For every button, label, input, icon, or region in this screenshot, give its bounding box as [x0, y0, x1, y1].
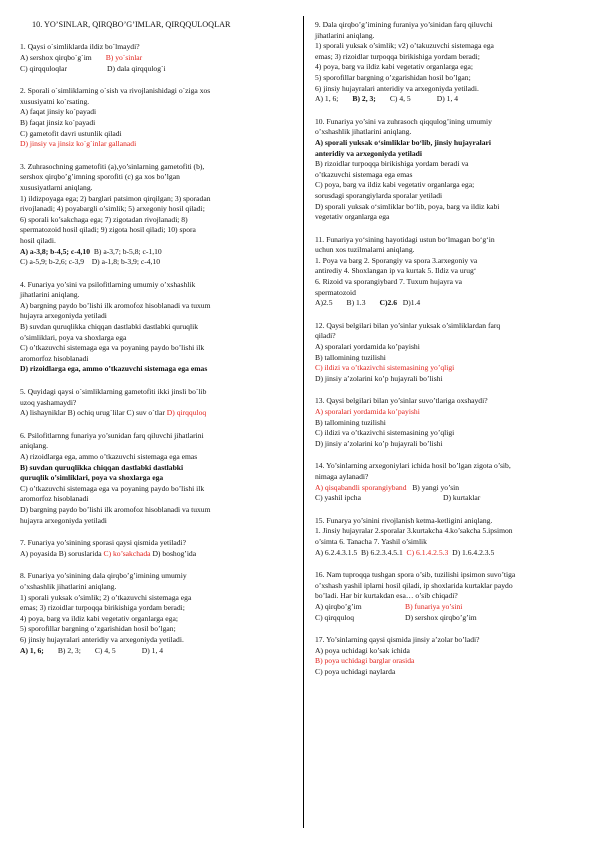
question-text: 8. Funariya yo’sinining dala qirqbo’g’imining umumiy [20, 571, 187, 581]
question-text: 16. Nam tuproqqa tushgan spora o’sib, tuzilishi ipsimon suvo’tiga [315, 570, 516, 580]
question-text: 1. Qaysi o`simliklarda ildiz bo`lmaydi? [20, 42, 140, 52]
option-d: hujayra arxegoniyda yetiladi [20, 515, 107, 525]
question-text: 1. Poya va barg 2. Sporangiy va spora 3.arxegoniy va [315, 255, 478, 265]
question-text: rivojlanadi; 4) poyabargli o’simlik; 5) arxegoniy hosil qiladi; [20, 204, 205, 214]
question-text: 15. Funarya yo’sinini rivojlanish ketma-ketligini aniqlang. [315, 515, 493, 525]
option-c: C) poya, barg va ildiz kabi vegetativ organlarga ega; [315, 180, 475, 190]
option-b: o’simliklari, poya va shoxlarga ega [20, 332, 127, 342]
question-1 [20, 42, 294, 74]
option-d: D) 1, 4 [141, 645, 164, 655]
option-b-correct: B) funariya yo’sini [405, 601, 463, 611]
option-a: A) sporalari yordamida ko’payishi [315, 342, 420, 352]
option-c-correct: C) ko’sakchada [103, 548, 151, 558]
option-d: D) sporali yuksak o‘simliklar bo‘lib, poya, barg va ildiz kabi [315, 201, 500, 211]
option-b-correct: B) 2, 3; [352, 94, 376, 104]
question-text: spermatozoid hosil qiladi; 9) zigota hosil qiladi; 10) spora [20, 225, 196, 235]
option-d-correct: D) qirqquloq [166, 408, 207, 418]
option-b: B) tallomining tuzilishi [315, 352, 386, 362]
question-text: uchun xos tuzilmalarni aniqlang. [315, 245, 415, 255]
question-text: 6) sporali ko’sakchaga ega; 7) zigotadan rivojlanadi; 8) [20, 214, 188, 224]
option-d: D) 1, 4 [436, 94, 459, 104]
question-text: 4) poya, barg va ildiz kabi vegetativ organlarga ega; [315, 62, 473, 72]
options-a-c: A) lishayniklar B) ochiq urug`lilar C) suv o`tlar [20, 408, 167, 418]
answer-row [20, 53, 294, 64]
question-text: 1) ildizpoyaga ega; 2) barglari patsimon qirqilgan; 3) sporadan [20, 193, 211, 203]
option-b: B) a-3,7; b-5,8; c-1,10 [93, 246, 162, 256]
option-a: A) rizoidlarga ega, ammo o’tkazuvchi sistemaga ega emas [20, 452, 198, 462]
question-text: o’xshashlik jihatlarini aniqlang. [315, 127, 412, 137]
option-a: A) faqat jinsiy ko`payadi [20, 107, 97, 117]
question-text: 6) jinsiy hujayralari anteridiy va arxegoniyda yetiladi. [20, 634, 184, 644]
question-text: 6) jinsiy hujayralari anteridiy va arxegoniyda yetiladi. [315, 83, 479, 93]
option-a-correct: A) 1, 6; [20, 645, 44, 655]
option-c: C) qirqquloq [315, 612, 355, 622]
question-text: 4. Funariya yo’sini va psilofitlarning umumiy o’xshashlik [20, 279, 196, 289]
answer-row [20, 549, 294, 560]
question-5 [20, 387, 294, 419]
answer-row [20, 408, 294, 419]
question-3 [20, 162, 294, 268]
option-d: D) jinsiy a’zolarini ko’p hujayrali bo’lishi [315, 438, 443, 448]
question-text: bo’ladi. Har bir kurtakdan esa… o’sib chiqadi? [315, 591, 458, 601]
question-12 [315, 321, 583, 385]
option-c: C) qirqquloqlar [20, 63, 68, 73]
option-a: A) 1, 6; [315, 94, 339, 104]
option-a: A) qirqbo’g’im [315, 601, 362, 611]
option-c-correct: C) 6.1.4.2.5.3 [406, 547, 449, 557]
question-text: 7. Funariya yo’sinining sporasi qaysi qismida yetiladi? [20, 538, 186, 548]
question-text: emas; 3) rizoidlar turpoqqa birikishiga yordam beradi; [315, 51, 480, 61]
option-d: D) bargning paydo bo’lishi ilk aromofoz hisoblanadi va tuxum [20, 504, 211, 514]
question-text: 12. Qaysi belgilari bilan yo’sinlar yuksak o’simliklardan farq [315, 320, 501, 330]
option-b: B) yangi yo’sin [412, 482, 460, 492]
question-text: 13. Qaysi belgilari bilan yo’sinlar suvo’tlariga oxshaydi? [315, 396, 488, 406]
option-b-correct: quruqlik o’simliklari, poya va shoxlarga ega [20, 473, 164, 483]
option-b-correct: B) yo`sinlar [105, 53, 143, 63]
option-b: B) suvdan quruqlikka chiqqan dastlabki dastlabki quruqlik [20, 322, 199, 332]
answer-row [315, 483, 583, 494]
answer-row [315, 493, 583, 504]
option-c-correct: C) ildizi va o’tkazivchi sistemasining yo’qligi [315, 363, 455, 373]
option-d: vegetativ organlarga ega [315, 212, 390, 222]
question-text: qiladi? [315, 331, 336, 341]
question-text: antirediy 4. Shoxlangan ip va kurtak 5. Ildiz va urug‘ [315, 266, 477, 276]
question-text: 11. Funariya yo‘sining hayotidagi ustun bo‘lmagan bo‘g‘in [315, 234, 495, 244]
option-d: D) 1.6.4.2.3.5 [452, 547, 495, 557]
question-text: uzoq yashamaydi? [20, 397, 77, 407]
option-c: C) ildizi va o’tkazivchi sistemasining yo’qligi [315, 428, 455, 438]
option-b-correct: B) poya uchidagi barglar orasida [315, 656, 415, 666]
right-column [315, 20, 583, 689]
question-11 [315, 235, 583, 309]
option-b: B) rizoidlar turpoqqa birikishiga yordam beradi va [315, 159, 469, 169]
question-text: spermatozoid [315, 287, 356, 297]
answer-row [315, 613, 583, 624]
option-a: A)2.5 [315, 298, 333, 308]
question-text: aniqlang. [20, 441, 49, 451]
option-c: C) 4, 5 [389, 94, 411, 104]
option-d: D) kurtaklar [443, 493, 481, 503]
option-d: D) jinsiy a’zolarini ko’p hujayrali bo’lishi [315, 373, 443, 383]
option-a-correct: A) sporalari yordamida ko’payishi [315, 407, 420, 416]
option-a: A) 6.2.4.3.1.5 [315, 547, 358, 557]
question-text: jihatlarini aniqlang. [315, 30, 375, 40]
option-c: C) poya uchidagi naylarda [315, 666, 396, 676]
option-d: D)1.4 [402, 298, 421, 308]
question-text: 1) sporali yuksak o’simlik; v2) o’takuzuvchi sistemaga ega [315, 41, 494, 51]
question-16 [315, 570, 583, 623]
answer-row [315, 602, 583, 613]
option-a: hujayra arxegoniyda yetiladi [20, 311, 107, 321]
question-text: hosil qiladi. [20, 235, 56, 245]
column-divider [303, 16, 304, 828]
option-d: D) boshog’ida [150, 548, 197, 558]
option-a: A) sershox qirqbo`g`im [20, 53, 92, 63]
question-10 [315, 117, 583, 223]
option-d-correct: D) rizoidlarga ega, ammo o’tkazuvchi sistemaga ega emas [20, 364, 208, 374]
question-17 [315, 635, 583, 677]
option-c: C) gametofit davri ustunlik qiladi [20, 128, 122, 138]
question-text: emas; 3) rizoidlar turpoqqa birikishiga yordam beradi; [20, 603, 185, 613]
question-text: 5. Quyidagi qaysi o`simliklarning gametofiti ikki jinsli bo`lib [20, 387, 207, 397]
question-text: 1. Jinsiy hujayralar 2.sporalar 3.kurtakcha 4.ko’sakcha 5.ipsimon [315, 526, 513, 536]
option-a: A) bargning paydo bo’lishi ilk aromofoz hisoblanadi va tuxum [20, 300, 211, 310]
question-text: 4) poya, barg va ildiz kabi vegetativ organlarga ega; [20, 613, 178, 623]
question-2 [20, 86, 294, 150]
option-c: aromorfoz hisoblanadi [20, 494, 89, 504]
option-d: D) dala qirqqulog`i [107, 63, 166, 73]
question-text: o’simta 6. Tanacha 7. Yashil o’simlik [315, 536, 427, 546]
question-text: xususiyatni ko`rsating. [20, 96, 90, 106]
left-column [20, 20, 294, 668]
answer-row [20, 247, 294, 258]
answer-row [315, 94, 583, 105]
option-c: C) 4, 5 [94, 645, 116, 655]
question-6 [20, 431, 294, 526]
question-text: xususiyatlarni aniqlang. [20, 182, 93, 192]
option-a-correct: A) a-3,8; b-4,5; c-4,10 [20, 246, 91, 256]
question-7 [20, 538, 294, 559]
answer-row [315, 298, 583, 309]
option-c: aromorfoz hisoblanadi [20, 353, 89, 363]
question-text: 2. Sporali o`simliklarning o`sish va rivojlanishidagi o`ziga xos [20, 86, 211, 96]
option-d: D) sershox qirqbo’g’im [405, 612, 477, 622]
question-text: 6. Rizoid va sporangiybard 7. Tuxum hujayra va [315, 277, 463, 287]
option-c-correct: C)2.6 [379, 298, 398, 308]
question-text: nimaga aylanadi? [315, 471, 369, 481]
question-text: 5) sporofillar bargning o’zgarishidan hosil bo’lgan; [20, 624, 176, 634]
question-text: 14. Yo’sinlarning arxegoniylari ichida hosil bo’lgan zigota o’sib, [315, 461, 511, 471]
option-c: C) a-5,9; b-2,6; c-3,9 [20, 257, 85, 267]
option-c: C) o’tkazuvchi sistemaga ega va poyaning paydo bo’lishi ilk [20, 343, 205, 353]
option-a-correct: A) qisqabandli sporangiyband [315, 482, 407, 492]
option-a-correct: A) sporali yuksak o‘simliklar bo‘lib, jinsiy hujayralari [315, 137, 492, 147]
question-text: 10. Funariya yo’sini va zuhrasoch qiqqulog’ining umumiy [315, 116, 492, 126]
option-b: B) 2, 3; [57, 645, 81, 655]
question-text: sershox qirqbo’g’imning sporofiti (c) ga xos bo’lgan [20, 172, 180, 182]
question-8 [20, 571, 294, 656]
question-text: 1) sporali yuksak o’simlik; 2) o’tkazuvchi sistemaga ega [20, 592, 192, 602]
question-text: 3. Zuhrasochning gametofiti (a),yo’sinlarning gametofiti (b), [20, 161, 205, 171]
question-4 [20, 280, 294, 375]
question-text: jihatlarini aniqlang. [20, 290, 80, 300]
question-text: 9. Dala qirqbo’g’imining furaniya yo’sinidan farq qiluvchi [315, 20, 493, 29]
question-13 [315, 396, 583, 449]
option-b: B) tallomining tuzilishi [315, 417, 386, 427]
option-c: C) o’tkazuvchi sistemaga ega va poyaning paydo bo’lishi ilk [20, 483, 205, 493]
option-b: B) 1.3 [346, 298, 366, 308]
question-14 [315, 461, 583, 503]
option-d-correct: D) jinsiy va jinsiz ko`g`inlar gallanadi [20, 139, 137, 149]
options-a-b: A) poyasida B) soruslarida [20, 548, 104, 558]
question-text: 6. Psilofitlarnng funariya yo’sunidan farq qiluvchi jihatlarini [20, 430, 204, 440]
option-b: B) faqat jinsiz ko`payadi [20, 117, 96, 127]
option-c: sorusdagi sporangiylarda sporalar yetiladi [315, 190, 443, 200]
answer-row [20, 257, 294, 268]
question-15 [315, 516, 583, 558]
question-text: o’xshashlik jihatlarini aniqlang. [20, 581, 117, 591]
question-text: 17. Yo’sinlarning qaysi qismida jinsiy a’zolar bo’ladi? [315, 635, 480, 645]
option-b-correct: B) suvdan quruqlikka chiqqan dastlabki dastlabki [20, 462, 184, 472]
option-b: o’tkazuvchi sistemaga ega emas [315, 169, 413, 179]
option-a: A) poya uchidagi ko’sak ichida [315, 645, 410, 655]
question-text: 5) sporofillar bargning o’zgarishidan hosil bo’lgan; [315, 72, 471, 82]
page-title: 10. YO’SINLAR, QIRQBO’G’IMLAR, QIRQQULOQLAR [32, 20, 231, 29]
answer-row [315, 548, 583, 559]
option-d: D) a-1,8; b-3,9; c-4,10 [91, 257, 161, 267]
answer-row [20, 64, 294, 75]
option-c: C) yashil ipcha [315, 493, 361, 503]
question-text: o’xshash yashil iplarni hosil qiladi, ip shoxlarida kurtaklar paydo [315, 580, 513, 590]
option-b: B) 6.2.3.4.5.1 [360, 547, 403, 557]
question-9 [315, 20, 583, 105]
option-a-correct: anteridiy va arxegoniyda yetiladi [315, 148, 422, 158]
answer-row [20, 646, 294, 657]
